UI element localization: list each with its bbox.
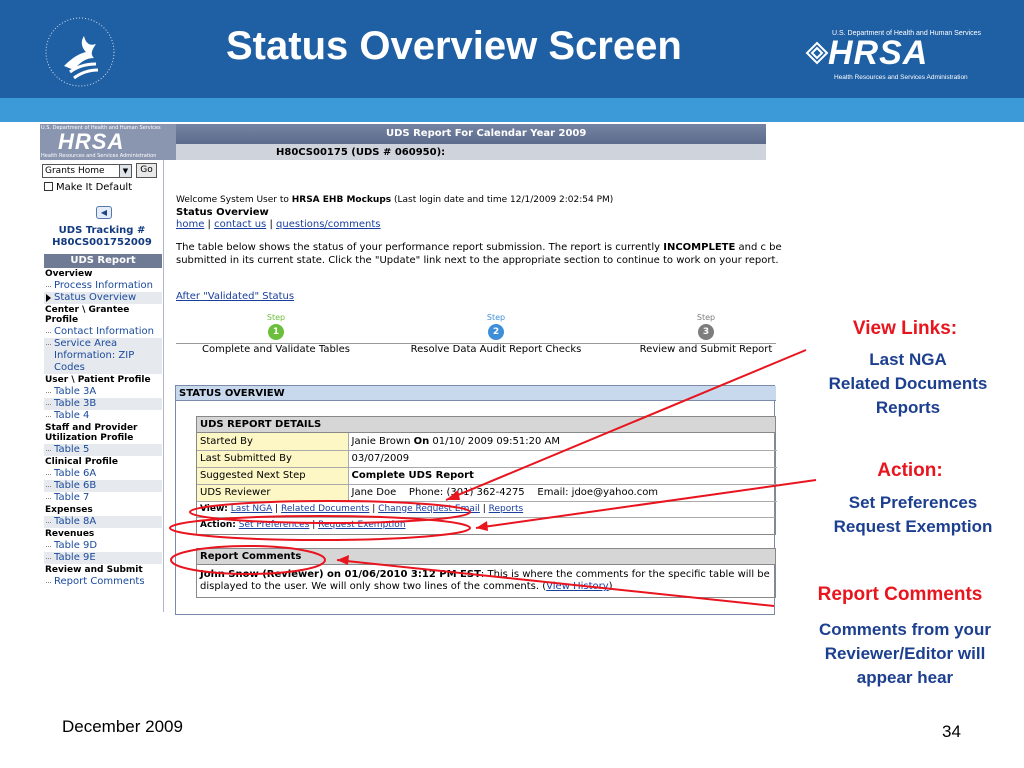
app-logo-sub-text: Health Resources and Services Administration bbox=[41, 153, 157, 159]
welcome-org: HRSA EHB Mockups bbox=[291, 195, 392, 205]
nav-section-heading: Staff and Provider Utilization Profile bbox=[45, 423, 138, 443]
page-number: 34 bbox=[942, 722, 961, 741]
callout-line: Reviewer/Editor will bbox=[824, 644, 986, 663]
grant-number: H80CS00175 (UDS # 060950): bbox=[276, 147, 446, 158]
action-links-highlight-ellipse bbox=[170, 516, 470, 540]
detail-value: Complete UDS Report bbox=[348, 467, 777, 484]
step-label: Step bbox=[266, 313, 286, 322]
report-comments-highlight-ellipse bbox=[171, 546, 325, 574]
request-exemption-link[interactable]: Request Exemption bbox=[318, 519, 406, 530]
sidebar-item-table-8a[interactable]: Table 8A bbox=[44, 516, 162, 528]
contact-us-link[interactable]: contact us bbox=[214, 219, 267, 230]
sidebar-item-table-7[interactable]: Table 7 bbox=[44, 492, 162, 504]
detail-key: UDS Reviewer bbox=[197, 484, 348, 501]
comment-body: John Snow (Reviewer) on 01/06/2010 3:12 PM EST: This is where the comments for the specific table will be displayed to the user. We will only show two lines of the comments. (View History) bbox=[200, 569, 770, 592]
sidebar-item-table-3b[interactable]: Table 3B bbox=[44, 398, 162, 410]
callout-line: Request Exemption bbox=[833, 517, 993, 536]
change-request-email-link[interactable]: Change Request Email bbox=[378, 503, 480, 514]
reports-link[interactable]: Reports bbox=[488, 503, 524, 514]
sidebar-item-table-9e[interactable]: Table 9E bbox=[44, 552, 162, 564]
app-heading: UDS Report For Calendar Year 2009 bbox=[386, 128, 587, 139]
intro-part-2: and c be submitted in its current state. Click the "Update" link next to the appropriate section to continue to work on your report. bbox=[176, 242, 782, 266]
report-comments-callout bbox=[790, 584, 1010, 606]
step-label: Step bbox=[696, 313, 716, 322]
page-title: Status Overview bbox=[176, 207, 269, 218]
arrowhead-icon bbox=[446, 490, 460, 500]
step-1-circle-icon: 1 bbox=[268, 324, 284, 340]
detail-value: 03/07/2009 bbox=[348, 450, 777, 467]
related-documents-link[interactable]: Related Documents bbox=[281, 503, 370, 514]
comments-arrow bbox=[337, 560, 774, 606]
make-default-label: Make It Default bbox=[56, 182, 133, 193]
sidebar-item-contact-information[interactable]: Contact Information bbox=[44, 326, 162, 338]
sidebar-item-table-5[interactable]: Table 5 bbox=[44, 444, 162, 456]
sidebar-item-table-6a[interactable]: Table 6A bbox=[44, 468, 162, 480]
comment-author: John Snow (Reviewer) on 01/06/2010 3:12 PM EST bbox=[200, 569, 481, 580]
callout-line: Related Documents bbox=[828, 374, 988, 393]
view-label: View: bbox=[200, 503, 228, 514]
nav-section-heading: Center \ Grantee Profile bbox=[45, 305, 130, 325]
detail-key: Suggested Next Step bbox=[197, 467, 348, 484]
top-links: home | contact us | questions/comments bbox=[176, 219, 381, 230]
intro-status: INCOMPLETE bbox=[663, 242, 736, 253]
sidebar-item-table-6b[interactable]: Table 6B bbox=[44, 480, 162, 492]
tracking-number: H80CS001752009 bbox=[52, 237, 152, 248]
app-logo-top-text: U.S. Department of Health and Human Services bbox=[41, 125, 161, 131]
nav-section-heading: Expenses bbox=[45, 505, 93, 515]
report-comments-heading: Report Comments bbox=[197, 549, 775, 565]
sidebar-item-status-overview[interactable]: Status Overview bbox=[44, 292, 162, 304]
sidebar-item-table-4[interactable]: Table 4 bbox=[44, 410, 162, 422]
detail-value: Jane Doe Phone: (301) 362-4275 Email: jdoe@yahoo.com bbox=[348, 484, 777, 501]
callout-line: Last NGA bbox=[869, 350, 947, 369]
welcome-prefix: Welcome System User to bbox=[176, 195, 292, 205]
back-arrow-icon[interactable]: ◀ bbox=[96, 206, 112, 219]
nav-section-heading: Overview bbox=[45, 269, 93, 279]
nav-section-heading: Clinical Profile bbox=[45, 457, 118, 467]
details-heading: UDS REPORT DETAILS bbox=[197, 417, 775, 433]
hrsa-logo-top-text: U.S. Department of Health and Human Services bbox=[832, 30, 982, 37]
step-label: Step bbox=[486, 313, 506, 322]
sidebar-item-service-area-information-zip-codes[interactable]: Service Area Information: ZIP Codes bbox=[44, 338, 162, 374]
action-callout-body bbox=[808, 491, 1018, 539]
grants-select-value: Grants Home bbox=[45, 166, 105, 176]
action-label: Action: bbox=[200, 519, 236, 530]
step-2-circle-icon: 2 bbox=[488, 324, 504, 340]
callout-line: appear hear bbox=[856, 668, 954, 687]
nav-heading: UDS Report bbox=[44, 254, 162, 268]
nav-section-heading: User \ Patient Profile bbox=[45, 375, 151, 385]
sidebar-item-table-3a[interactable]: Table 3A bbox=[44, 386, 162, 398]
home-link[interactable]: home bbox=[176, 219, 205, 230]
sidebar-item-report-comments[interactable]: Report Comments bbox=[44, 576, 162, 588]
report-comments-callout-body bbox=[800, 618, 1010, 690]
chevron-down-icon[interactable]: ▼ bbox=[119, 165, 131, 177]
action-callout-heading: Action: bbox=[877, 460, 943, 481]
set-preferences-link[interactable]: Set Preferences bbox=[238, 519, 310, 530]
sidebar-item-table-9d[interactable]: Table 9D bbox=[44, 540, 162, 552]
welcome-suffix: (Last login date and time 12/1/2009 2:02:54 PM) bbox=[391, 195, 614, 205]
view-links-callout bbox=[820, 318, 990, 340]
slide-title: Status Overview Screen bbox=[226, 24, 682, 68]
hrsa-logo-word: HRSA bbox=[828, 34, 929, 72]
detail-value: Janie Brown On 01/10/ 2009 09:51:20 AM bbox=[348, 433, 777, 450]
step-3-circle-icon: 3 bbox=[698, 324, 714, 340]
arrowhead-icon bbox=[476, 521, 488, 531]
view-links-callout-heading: View Links: bbox=[852, 318, 958, 339]
action-links-row: Action: Set Preferences | Request Exemption bbox=[200, 519, 406, 530]
hrsa-logo-sub-text: Health Resources and Services Administration bbox=[834, 74, 968, 81]
after-validated-status-link[interactable]: After "Validated" Status bbox=[176, 291, 295, 302]
detail-key: Started By bbox=[197, 433, 348, 450]
callout-line: Reports bbox=[875, 398, 941, 417]
comment-text-line2: displayed to the user. We will only show two lines of the comments. ( bbox=[200, 581, 547, 592]
nav-section-heading: Review and Submit bbox=[45, 565, 143, 575]
callout-line: Set Preferences bbox=[848, 493, 978, 512]
tracking-label: UDS Tracking # bbox=[58, 225, 146, 236]
app-logo-word: HRSA bbox=[58, 129, 125, 154]
view-links-row: View: Last NGA | Related Documents | Change Request Email | Reports bbox=[197, 502, 775, 518]
step-name: Complete and Validate Tables bbox=[202, 344, 350, 355]
action-arrow bbox=[476, 480, 816, 528]
comment-text: : This is where the comments for the specific table will be bbox=[480, 569, 770, 580]
footer-date: December 2009 bbox=[62, 717, 183, 736]
status-overview-heading: STATUS OVERVIEW bbox=[176, 386, 776, 401]
view-links-arrow bbox=[446, 350, 806, 500]
nav-section-heading: Revenues bbox=[45, 529, 95, 539]
detail-key: Last Submitted By bbox=[197, 450, 348, 467]
view-links-callout-body bbox=[808, 348, 1008, 420]
last-nga-link[interactable]: Last NGA bbox=[230, 503, 273, 514]
action-callout bbox=[830, 460, 990, 482]
arrowhead-icon bbox=[337, 555, 349, 565]
report-comments-callout-heading: Report Comments bbox=[817, 584, 983, 605]
intro-part-1: The table below shows the status of your performance report submission. The report is currently bbox=[176, 242, 664, 253]
step-name: Resolve Data Audit Report Checks bbox=[410, 344, 582, 355]
questions-comments-link[interactable]: questions/comments bbox=[276, 219, 381, 230]
step-name: Review and Submit Report bbox=[639, 344, 773, 355]
sidebar-item-process-information[interactable]: Process Information bbox=[44, 280, 162, 292]
view-history-link[interactable]: View History bbox=[546, 581, 609, 592]
callout-line: Comments from your bbox=[819, 620, 991, 639]
go-button[interactable]: Go bbox=[136, 163, 157, 178]
